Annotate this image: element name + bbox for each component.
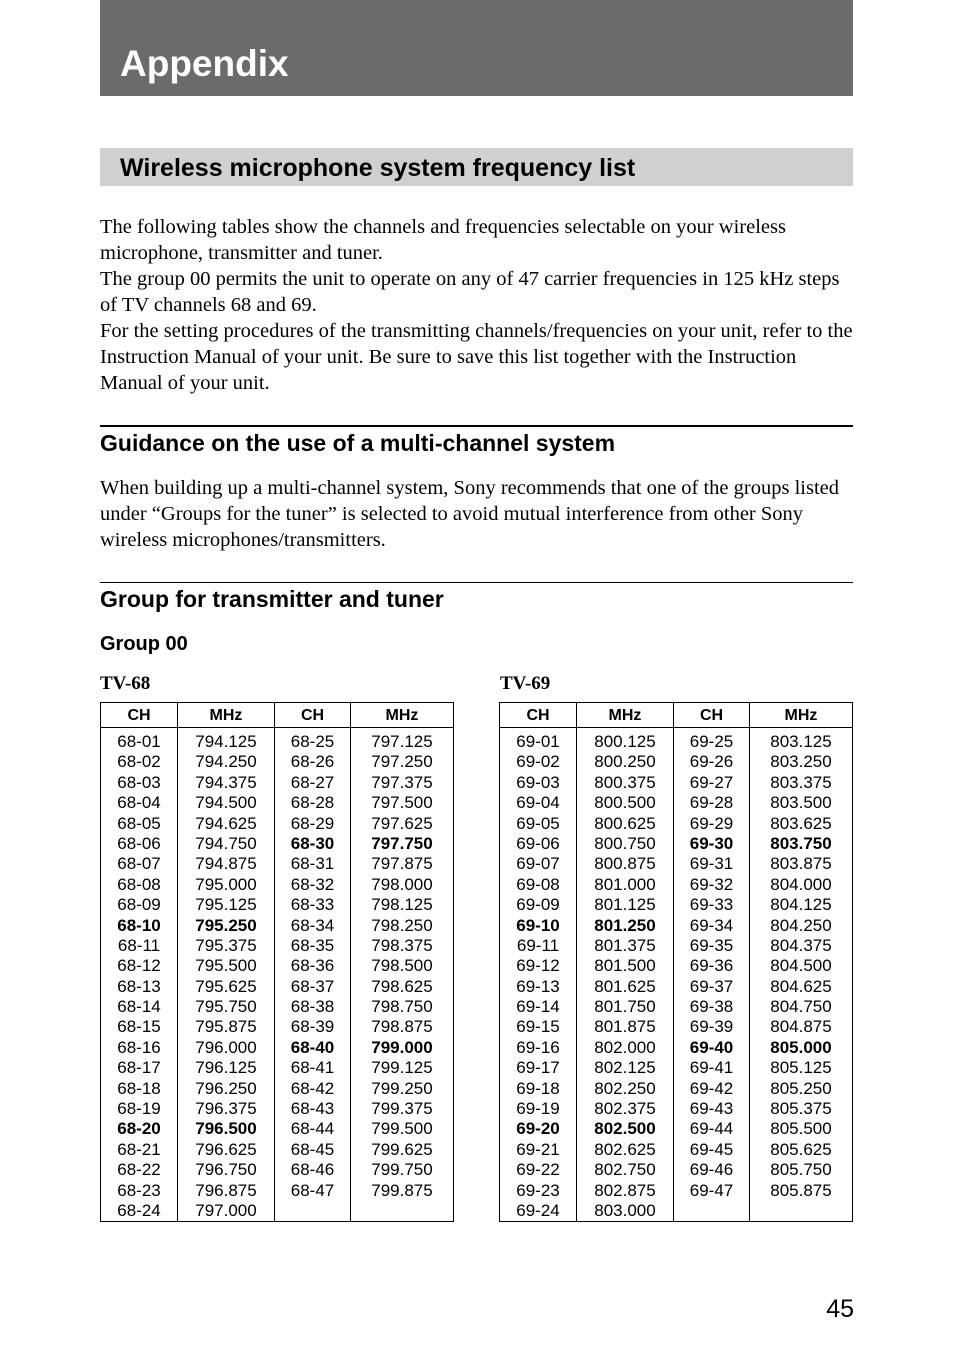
table-cell: 802.625	[594, 1139, 656, 1159]
table-cell: 803.500	[770, 793, 832, 813]
column-header: MHz	[577, 703, 673, 728]
table-cell: 69-36	[689, 956, 734, 976]
table-cell: 802.500	[594, 1119, 656, 1139]
table-cell: 69-31	[689, 854, 734, 874]
table-cell: 800.625	[594, 813, 656, 833]
table-cell: 69-43	[689, 1099, 734, 1119]
table-column	[351, 703, 453, 1221]
table-cell: 68-24	[117, 1200, 161, 1220]
table-cell: 799.375	[371, 1099, 433, 1119]
table-cell: 801.250	[594, 915, 656, 935]
table-cell: 69-11	[516, 935, 560, 955]
table-cell: 798.000	[371, 874, 433, 894]
table-cell: 68-04	[117, 793, 161, 813]
table-cell: 794.125	[195, 732, 257, 751]
table-cell: 803.000	[594, 1200, 656, 1220]
table-cell: 796.625	[195, 1139, 257, 1159]
table-cell: 68-13	[117, 976, 161, 996]
table-cell: 803.750	[770, 833, 832, 853]
table-cell: 69-33	[689, 895, 734, 915]
table-cell: 801.500	[594, 956, 656, 976]
intro-text	[100, 214, 853, 396]
table-cell: 68-30	[290, 833, 335, 853]
table-cell: 794.625	[195, 813, 257, 833]
table-cell: 804.625	[770, 976, 832, 996]
section-title: Wireless microphone system frequency list	[120, 154, 636, 182]
table-cell: 797.875	[371, 854, 433, 874]
guidance-text: When building up a multi-channel system, Sony recommends that one of the groups listed under “Groups for the tuner” is selected to avoid mutual interference from other Sony wireless microphones/transmitters.	[100, 477, 840, 551]
table-cell: 795.250	[195, 915, 257, 935]
table-cell: 69-02	[516, 752, 560, 772]
table-cell: 69-08	[516, 874, 560, 894]
table-cell: 69-24	[516, 1200, 560, 1220]
table-cell: 68-39	[290, 1017, 335, 1037]
tv69-frequency-table	[499, 702, 853, 1222]
table-cell: 69-25	[689, 732, 734, 751]
table-cell: 797.000	[195, 1200, 257, 1220]
table-cell: 794.375	[195, 772, 257, 792]
table-cell: 69-39	[689, 1017, 734, 1037]
table-cell: 69-12	[516, 956, 560, 976]
table-cell: 802.125	[594, 1058, 656, 1078]
table-cell: 68-28	[290, 793, 335, 813]
table-cell: 797.625	[371, 813, 433, 833]
section-title-band	[100, 148, 853, 186]
table-cell: 797.250	[371, 752, 433, 772]
table-cell: 797.750	[371, 833, 433, 853]
table-cell: 69-45	[689, 1139, 734, 1159]
table-cell: 803.375	[770, 772, 832, 792]
table-cell: 68-38	[290, 997, 335, 1017]
tv68-label: TV-68	[100, 673, 151, 694]
table-cell: 69-34	[689, 915, 734, 935]
table-column	[500, 703, 577, 1221]
table-cell: 805.250	[770, 1078, 832, 1098]
section-divider	[100, 425, 853, 427]
table-cell: 68-09	[117, 895, 161, 915]
table-cell: 803.875	[770, 854, 832, 874]
guidance-heading: Guidance on the use of a multi-channel system	[100, 430, 616, 456]
table-cell: 803.125	[770, 732, 832, 751]
table-cell: 796.250	[195, 1078, 257, 1098]
group-subheading: Group 00	[100, 633, 188, 655]
table-cell: 68-43	[290, 1099, 335, 1119]
group-heading: Group for transmitter and tuner	[100, 586, 444, 612]
table-cell: 68-37	[290, 976, 335, 996]
column-header: CH	[500, 703, 576, 728]
table-cell: 800.500	[594, 793, 656, 813]
column-header: CH	[674, 703, 749, 728]
table-cell: 800.875	[594, 854, 656, 874]
table-cell: 794.250	[195, 752, 257, 772]
table-cell: 804.375	[770, 935, 832, 955]
table-cell: 798.250	[371, 915, 433, 935]
table-cell: 69-46	[689, 1160, 734, 1180]
tv68-frequency-table	[100, 702, 454, 1222]
table-cell: 69-47	[689, 1180, 734, 1200]
table-cell: 68-05	[117, 813, 161, 833]
table-cell: 801.875	[594, 1017, 656, 1037]
table-cell: 801.375	[594, 935, 656, 955]
table-cell: 68-16	[117, 1037, 161, 1057]
table-cell: 798.625	[371, 976, 433, 996]
table-cell: 69-09	[516, 895, 560, 915]
table-cell: 69-03	[516, 772, 560, 792]
table-cell: 68-18	[117, 1078, 161, 1098]
table-cell: 69-37	[689, 976, 734, 996]
table-cell: 796.500	[195, 1119, 257, 1139]
table-column	[178, 703, 275, 1221]
table-cell: 69-13	[516, 976, 560, 996]
table-cell: 804.500	[770, 956, 832, 976]
table-cell: 798.375	[371, 935, 433, 955]
table-cell: 796.750	[195, 1160, 257, 1180]
table-cell: 68-36	[290, 956, 335, 976]
table-cell: 802.875	[594, 1180, 656, 1200]
table-cell: 68-14	[117, 997, 161, 1017]
table-cell: 796.000	[195, 1037, 257, 1057]
table-cell: 805.125	[770, 1058, 832, 1078]
table-cell: 805.750	[770, 1160, 832, 1180]
table-column	[577, 703, 674, 1221]
table-cell: 795.375	[195, 935, 257, 955]
table-cell: 795.500	[195, 956, 257, 976]
table-cell: 68-03	[117, 772, 161, 792]
table-cell: 68-47	[290, 1180, 335, 1200]
table-cell: 796.875	[195, 1180, 257, 1200]
intro-paragraph: The group 00 permits the unit to operate on any of 47 carrier frequencies in 125 kHz steps of TV channels 68 and 69.	[100, 268, 840, 316]
table-cell: 68-06	[117, 833, 161, 853]
table-cell: 68-45	[290, 1139, 335, 1159]
table-cell: 68-17	[117, 1058, 161, 1078]
table-cell: 797.500	[371, 793, 433, 813]
table-cell: 68-32	[290, 874, 335, 894]
table-cell: 797.125	[371, 732, 433, 751]
table-cell: 801.625	[594, 976, 656, 996]
table-cell: 804.125	[770, 895, 832, 915]
table-cell: 798.750	[371, 997, 433, 1017]
table-cell: 69-04	[516, 793, 560, 813]
table-column	[101, 703, 178, 1221]
table-cell: 797.375	[371, 772, 433, 792]
table-cell: 69-22	[516, 1160, 560, 1180]
table-cell: 69-40	[689, 1037, 734, 1057]
table-cell: 68-27	[290, 772, 335, 792]
table-cell: 68-22	[117, 1160, 161, 1180]
table-cell: 69-10	[516, 915, 560, 935]
table-cell: 801.125	[594, 895, 656, 915]
table-cell: 68-02	[117, 752, 161, 772]
table-cell: 805.375	[770, 1099, 832, 1119]
intro-paragraph: The following tables show the channels and frequencies selectable on your wireless microphone, transmitter and tuner.	[100, 216, 786, 264]
table-cell: 799.750	[371, 1160, 433, 1180]
table-cell: 800.250	[594, 752, 656, 772]
table-cell: 800.375	[594, 772, 656, 792]
table-cell: 69-38	[689, 997, 734, 1017]
table-cell: 803.250	[770, 752, 832, 772]
column-header: CH	[101, 703, 177, 728]
table-cell: 802.375	[594, 1099, 656, 1119]
table-cell: 794.750	[195, 833, 257, 853]
table-column	[275, 703, 351, 1221]
table-cell: 68-15	[117, 1017, 161, 1037]
table-cell: 794.875	[195, 854, 257, 874]
table-cell: 69-07	[516, 854, 560, 874]
table-cell: 69-32	[689, 874, 734, 894]
table-cell: 69-44	[689, 1119, 734, 1139]
column-header: MHz	[750, 703, 852, 728]
table-cell: 68-21	[117, 1139, 161, 1159]
table-cell: 798.500	[371, 956, 433, 976]
table-cell: 68-41	[290, 1058, 335, 1078]
tv69-label: TV-69	[500, 673, 551, 694]
column-header: MHz	[351, 703, 453, 728]
table-cell: 799.000	[371, 1037, 433, 1057]
table-cell: 801.750	[594, 997, 656, 1017]
table-cell: 68-23	[117, 1180, 161, 1200]
table-cell: 68-11	[117, 935, 161, 955]
appendix-header-band	[100, 0, 853, 96]
table-cell: 68-44	[290, 1119, 335, 1139]
table-cell: 805.875	[770, 1180, 832, 1200]
table-cell: 798.875	[371, 1017, 433, 1037]
table-cell: 69-41	[689, 1058, 734, 1078]
table-cell: 795.750	[195, 997, 257, 1017]
table-cell: 68-12	[117, 956, 161, 976]
table-cell: 798.125	[371, 895, 433, 915]
table-cell: 69-29	[689, 813, 734, 833]
table-cell: 796.125	[195, 1058, 257, 1078]
table-cell: 69-16	[516, 1037, 560, 1057]
table-cell: 68-46	[290, 1160, 335, 1180]
column-header: MHz	[178, 703, 274, 728]
table-cell: 69-30	[689, 833, 734, 853]
table-cell: 801.000	[594, 874, 656, 894]
table-cell: 804.250	[770, 915, 832, 935]
table-cell: 69-17	[516, 1058, 560, 1078]
table-cell: 799.875	[371, 1180, 433, 1200]
table-cell: 69-14	[516, 997, 560, 1017]
table-cell: 68-35	[290, 935, 335, 955]
table-cell: 68-07	[117, 854, 161, 874]
table-cell: 804.875	[770, 1017, 832, 1037]
table-cell: 802.250	[594, 1078, 656, 1098]
table-cell: 69-26	[689, 752, 734, 772]
table-cell: 68-34	[290, 915, 335, 935]
table-cell: 69-06	[516, 833, 560, 853]
table-cell: 802.750	[594, 1160, 656, 1180]
table-cell: 69-35	[689, 935, 734, 955]
table-cell: 803.625	[770, 813, 832, 833]
table-cell: 799.125	[371, 1058, 433, 1078]
table-cell: 68-42	[290, 1078, 335, 1098]
table-cell: 799.500	[371, 1119, 433, 1139]
table-cell: 68-33	[290, 895, 335, 915]
table-cell: 69-27	[689, 772, 734, 792]
table-cell: 68-01	[117, 732, 161, 751]
table-cell: 805.500	[770, 1119, 832, 1139]
table-cell: 69-15	[516, 1017, 560, 1037]
table-cell: 68-19	[117, 1099, 161, 1119]
table-cell: 69-42	[689, 1078, 734, 1098]
table-cell: 800.750	[594, 833, 656, 853]
table-cell: 69-18	[516, 1078, 560, 1098]
table-cell: 69-28	[689, 793, 734, 813]
table-cell: 800.125	[594, 732, 656, 751]
table-cell: 805.625	[770, 1139, 832, 1159]
table-cell: 802.000	[594, 1037, 656, 1057]
table-cell: 69-05	[516, 813, 560, 833]
table-cell: 799.625	[371, 1139, 433, 1159]
table-cell: 69-01	[516, 732, 560, 751]
table-cell: 69-19	[516, 1099, 560, 1119]
table-cell: 795.125	[195, 895, 257, 915]
table-cell: 68-31	[290, 854, 335, 874]
table-cell: 796.375	[195, 1099, 257, 1119]
table-cell: 69-21	[516, 1139, 560, 1159]
table-cell: 795.625	[195, 976, 257, 996]
table-column	[750, 703, 852, 1221]
table-cell: 68-25	[290, 732, 335, 751]
table-cell: 68-20	[117, 1119, 161, 1139]
intro-paragraph: For the setting procedures of the transmitting channels/frequencies on your unit, refer to the Instruction Manual of your unit. Be sure to save this list together with the Instruction Manual of your unit.	[100, 320, 853, 394]
table-cell: 68-08	[117, 874, 161, 894]
table-cell: 68-29	[290, 813, 335, 833]
section-divider	[100, 582, 853, 583]
table-cell: 68-26	[290, 752, 335, 772]
table-cell: 69-20	[516, 1119, 560, 1139]
table-cell: 804.750	[770, 997, 832, 1017]
table-cell: 805.000	[770, 1037, 832, 1057]
column-header: CH	[275, 703, 350, 728]
table-cell: 795.000	[195, 874, 257, 894]
table-cell: 799.250	[371, 1078, 433, 1098]
appendix-title: Appendix	[120, 43, 289, 84]
table-column	[674, 703, 750, 1221]
table-cell: 795.875	[195, 1017, 257, 1037]
page-number: 45	[826, 1295, 854, 1323]
table-cell: 68-10	[117, 915, 161, 935]
table-cell: 69-23	[516, 1180, 560, 1200]
table-cell: 794.500	[195, 793, 257, 813]
table-cell: 68-40	[290, 1037, 335, 1057]
table-cell: 804.000	[770, 874, 832, 894]
